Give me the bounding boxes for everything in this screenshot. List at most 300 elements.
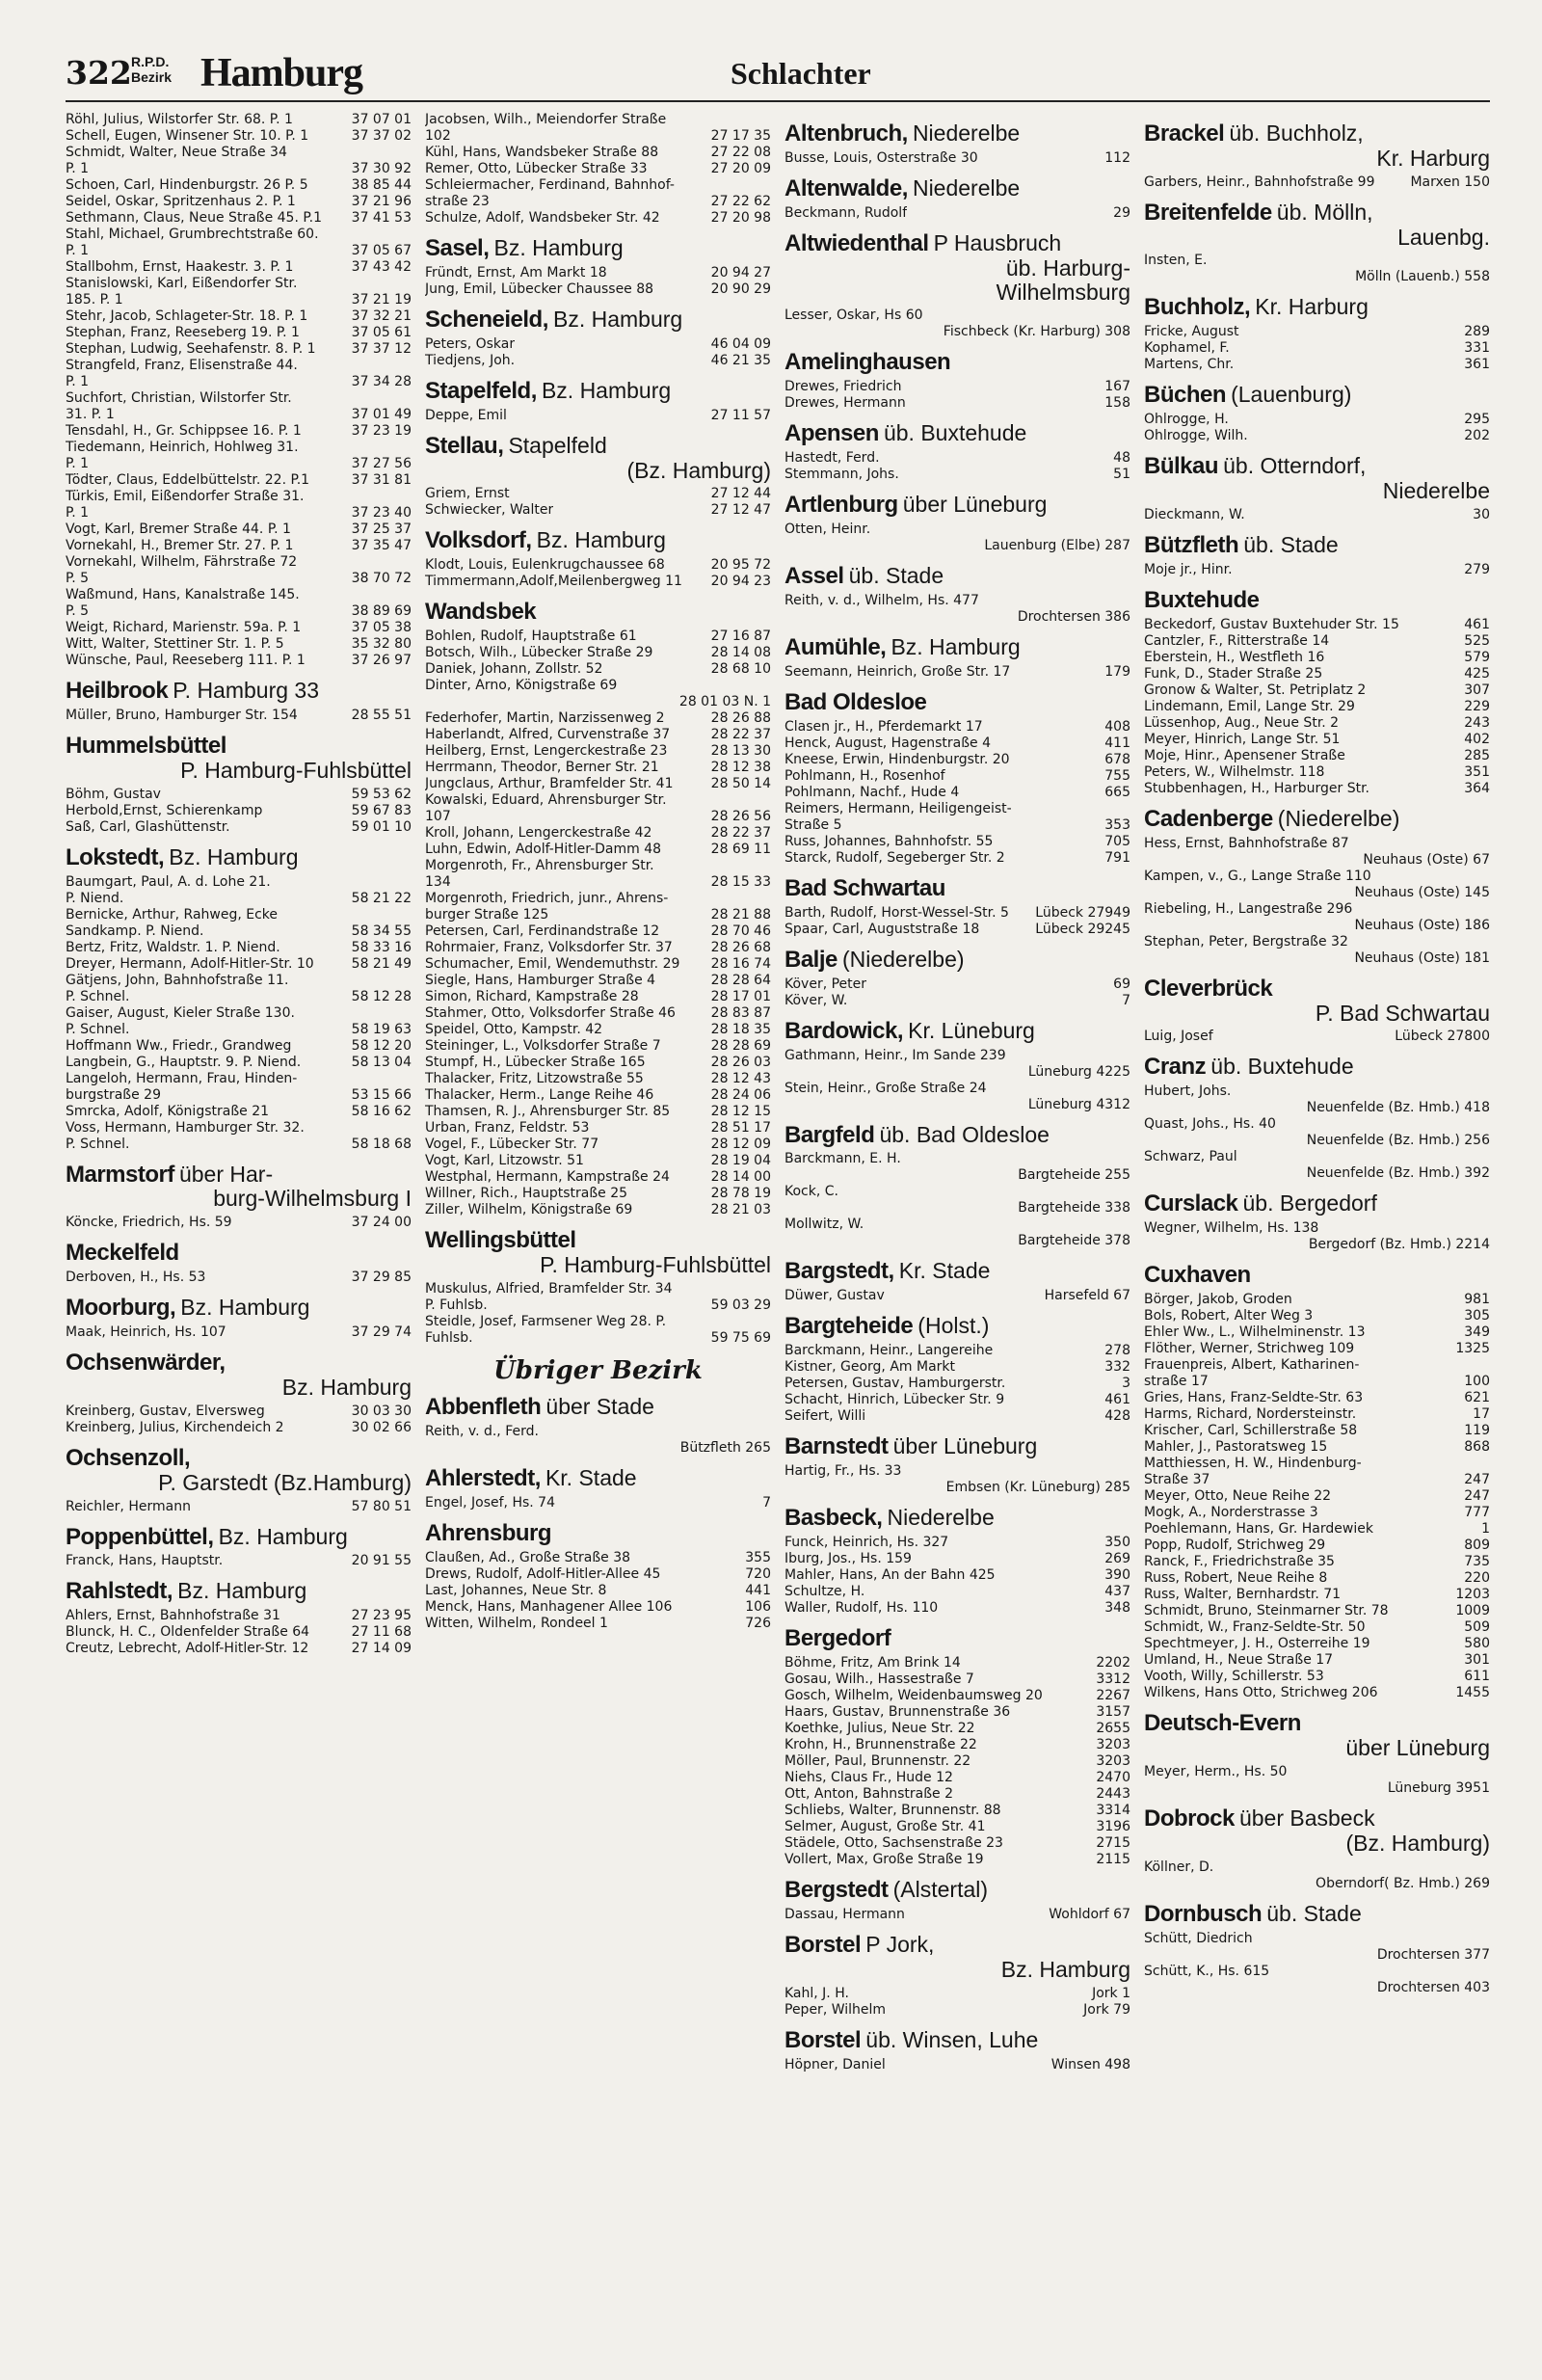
entry-name: Möller, Paul, Brunnenstr. 22	[784, 1752, 971, 1769]
entry-phone: 30 03 30	[351, 1403, 412, 1419]
entry-name: Tödter, Claus, Eddelbüttelstr. 22. P.1	[66, 472, 310, 488]
entry-row	[1144, 1669, 1490, 1685]
entry-row	[1144, 1029, 1490, 1045]
place-heading	[1144, 1806, 1490, 1856]
place-name: Bargfeld	[784, 1121, 875, 1148]
entry-phone: 1009	[1455, 1603, 1490, 1619]
entry-row	[1144, 1439, 1490, 1456]
entry-phone: 27 20 98	[710, 210, 771, 226]
entry-name: Kühl, Hans, Wandsbeker Straße 88	[425, 145, 659, 160]
list-item	[1144, 781, 1490, 797]
entry-name: Witten, Wilhelm, Rondeel 1	[425, 1615, 608, 1631]
list-item	[784, 834, 1130, 850]
entry-row	[784, 834, 1130, 850]
entry-phone: 579	[1464, 649, 1490, 665]
entry-phone: 7	[762, 1494, 771, 1511]
entry-name: Bohlen, Rudolf, Hauptstraße 61	[425, 628, 637, 645]
entry-phone: 58 21 49	[351, 955, 412, 972]
entry-name: Thalacker, Fritz, Litzowstraße 55	[425, 1071, 644, 1087]
entry-name: Spechtmeyer, J. H., Osterreihe 19	[1144, 1636, 1370, 1652]
entry-phone: 37 41 53	[351, 210, 412, 226]
place-name: Bardowick,	[784, 1017, 904, 1044]
place-postal-note: P. Hamburg 33	[173, 678, 320, 703]
list-item	[784, 1852, 1130, 1868]
entry-name: Ziller, Wilhelm, Königstraße 69	[425, 1202, 633, 1218]
entry-phone: 28 22 37	[710, 825, 771, 842]
entry-row	[66, 1608, 412, 1624]
entry-row	[66, 923, 412, 940]
entry-phone: 46 21 35	[710, 352, 771, 368]
entry-phone: Neuhaus (Oste) 145	[1354, 884, 1490, 900]
entry-row	[425, 1566, 771, 1583]
entry-phone: Neuenfelde (Bz. Hmb.) 418	[1306, 1100, 1490, 1116]
entry-phone: 53 15 66	[351, 1086, 412, 1103]
entry-phone: 37 31 81	[351, 472, 412, 488]
place-heading	[425, 1395, 771, 1420]
entry-phone: 735	[1464, 1554, 1490, 1570]
entry-phone: 27 11 68	[351, 1624, 412, 1641]
entry-name: Dreyer, Hermann, Adolf-Hitler-Str. 10	[66, 955, 314, 972]
entry-name: Haars, Gustav, Brunnenstraße 36	[784, 1703, 1011, 1720]
entry-name: Starck, Rudolf, Segeberger Str. 2	[784, 849, 1005, 866]
list-item	[784, 521, 1130, 554]
entry-name-cont: Sandkamp. P. Niend.	[66, 923, 204, 939]
entry-phone: 58 34 55	[351, 923, 412, 939]
list-item	[66, 259, 412, 276]
entry-name: Wilkens, Hans Otto, Strichweg 206	[1144, 1685, 1378, 1701]
entry-row	[425, 1137, 771, 1153]
entry-phone: 28 21 03	[710, 1202, 771, 1218]
entry-name: Schoen, Carl, Hindenburgstr. 26 P. 5	[66, 177, 308, 193]
entry-name: Last, Johannes, Neue Str. 8	[425, 1582, 607, 1598]
entry-name: Vollert, Max, Große Straße 19	[784, 1851, 984, 1867]
entry-name: Muskulus, Alfried, Bramfelder Str. 34	[425, 1281, 673, 1297]
place-postal-note: Bz. Hamburg	[177, 1578, 307, 1604]
entry-phone: 37 43 42	[351, 259, 412, 275]
entry-name: Seemann, Heinrich, Große Str. 17	[784, 663, 1011, 680]
entry-row	[66, 891, 412, 907]
place-postal-note: (Niederelbe)	[841, 946, 965, 972]
entry-row	[784, 1288, 1130, 1304]
entry-name: Gronow & Walter, St. Petriplatz 2	[1144, 682, 1367, 698]
place-name: Bad Oldesloe	[784, 688, 927, 715]
entry-name: Jung, Emil, Lübecker Chaussee 88	[425, 281, 654, 297]
entry-name: Strangfeld, Franz, Elisenstraße 44.	[66, 358, 298, 373]
list-item	[1144, 507, 1490, 523]
entry-row	[425, 1616, 771, 1632]
entry-phone: 408	[1104, 718, 1130, 735]
entry-phone: 35 32 80	[351, 636, 412, 652]
list-item	[425, 628, 771, 645]
place-postal-note: üb. Buchholz,	[1229, 120, 1364, 146]
entry-name: Waßmund, Hans, Kanalstraße 145.	[66, 587, 300, 602]
entry-name: Kreinberg, Julius, Kirchendeich 2	[66, 1419, 284, 1435]
entry-phone: 69	[1113, 976, 1130, 992]
list-item	[784, 922, 1130, 938]
entry-phone: 402	[1464, 731, 1490, 747]
entry-row	[784, 976, 1130, 993]
list-item	[425, 1566, 771, 1583]
entry-phone: 2655	[1096, 1720, 1130, 1736]
entry-row	[1144, 1374, 1490, 1390]
list-item	[66, 128, 412, 145]
entry-phone: 27 22 62	[710, 194, 771, 209]
list-item	[425, 353, 771, 369]
entry-phone: 364	[1464, 780, 1490, 796]
entry-phone: 247	[1464, 1488, 1490, 1505]
list-item	[784, 1217, 1130, 1249]
place-postal-note: Stapelfeld	[508, 432, 607, 458]
place-heading	[1144, 1055, 1490, 1080]
list-item	[1144, 1652, 1490, 1669]
place-name: Deutsch-Evern	[1144, 1710, 1301, 1737]
list-item	[1144, 324, 1490, 340]
entry-name: Schell, Eugen, Winsener Str. 10. P. 1	[66, 128, 309, 144]
entry-row	[425, 743, 771, 760]
place-postal-note: üb. Buxtehude	[883, 420, 1027, 446]
list-item	[66, 973, 412, 1005]
entry-phone: 705	[1104, 833, 1130, 849]
list-item	[425, 145, 771, 161]
list-item	[784, 1584, 1130, 1600]
entry-row	[66, 1624, 412, 1641]
entry-row	[1144, 562, 1490, 578]
entry-phone: 2202	[1096, 1654, 1130, 1671]
list-item	[784, 1671, 1130, 1688]
entry-phone: 46 04 09	[710, 335, 771, 352]
entry-row	[784, 1359, 1130, 1376]
entry-name: Botsch, Wilh., Lübecker Straße 29	[425, 645, 653, 661]
place-postal-note: Kr. Stade	[898, 1258, 991, 1284]
list-item	[1144, 562, 1490, 578]
place-postal-note-2: P. Hamburg-Fuhlsbüttel	[540, 1252, 771, 1278]
entry-row	[1144, 715, 1490, 732]
entry-phone: 361	[1464, 357, 1490, 373]
section-title: Schlachter	[731, 56, 871, 91]
entry-name: Beckmann, Rudolf	[784, 204, 908, 221]
entry-phone: 3203	[1096, 1736, 1130, 1752]
place-heading	[784, 1626, 1130, 1651]
entry-row	[66, 1038, 412, 1055]
list-item	[1144, 1685, 1490, 1701]
entry-row	[66, 407, 412, 423]
entry-name: Krohn, H., Brunnenstraße 22	[784, 1736, 977, 1752]
entry-phone: Bargteheide 255	[1018, 1167, 1130, 1184]
list-item	[66, 325, 412, 341]
place-postal-note: (Holst.)	[917, 1313, 990, 1339]
entry-phone: 307	[1464, 682, 1490, 698]
entry-row	[784, 1852, 1130, 1868]
list-item	[425, 1022, 771, 1038]
place-postal-note: über Basbeck	[1238, 1805, 1375, 1831]
entry-phone: 27 11 57	[710, 407, 771, 423]
entry-phone: 301	[1464, 1652, 1490, 1669]
entry-phone: 28 78 19	[710, 1186, 771, 1202]
district-abbreviation	[131, 54, 172, 85]
entry-row	[1144, 1488, 1490, 1505]
entry-name: Gries, Hans, Franz-Seldte-Str. 63	[1144, 1390, 1364, 1406]
entry-phone: 37 37 12	[351, 341, 412, 357]
entry-row	[425, 1169, 771, 1186]
entry-phone: 106	[745, 1598, 771, 1615]
entry-row	[425, 486, 771, 502]
list-item	[66, 1499, 412, 1515]
entry-phone: 247	[1464, 1472, 1490, 1488]
entry-row	[66, 636, 412, 653]
list-item	[1144, 1505, 1490, 1521]
place-postal-note: Bz. Hamburg	[552, 306, 683, 332]
entry-name-cont: burger Straße 125	[425, 907, 549, 923]
list-item	[1144, 1083, 1490, 1116]
entry-row	[66, 653, 412, 669]
place-heading	[1144, 454, 1490, 503]
entry-phone: 3312	[1096, 1671, 1130, 1687]
place-name: Sasel,	[425, 235, 490, 261]
list-item	[425, 1038, 771, 1055]
list-item	[66, 940, 412, 956]
district-heading: Übriger Bezirk	[493, 1356, 703, 1385]
entry-name: Wegner, Wilhelm, Hs. 138	[1144, 1220, 1319, 1237]
list-item	[784, 1288, 1130, 1304]
entry-phone: 37 30 92	[351, 161, 412, 176]
entry-row	[425, 194, 771, 210]
entry-row	[1144, 1636, 1490, 1652]
list-item	[784, 850, 1130, 867]
entry-name-cont: P. 1	[66, 243, 90, 258]
place-name: Büchen	[1144, 382, 1227, 409]
entry-phone: 348	[1104, 1600, 1130, 1617]
list-item	[784, 1392, 1130, 1408]
list-item	[66, 112, 412, 128]
entry-row	[425, 1202, 771, 1218]
entry-phone: Jork 1	[1092, 1985, 1130, 2001]
place-postal-note: (Lauenburg)	[1231, 382, 1352, 408]
entry-row	[425, 809, 771, 825]
entry-name: Mogk, A., Norderstrasse 3	[1144, 1505, 1318, 1521]
entry-name: Voss, Hermann, Hamburger Str. 32.	[66, 1119, 305, 1136]
page-number: 322	[66, 54, 132, 92]
entry-name: Remer, Otto, Lübecker Straße 33	[425, 161, 648, 176]
entry-name: Flöther, Werner, Strichweg 109	[1144, 1341, 1355, 1357]
entry-phone: 243	[1464, 714, 1490, 731]
entry-row	[425, 776, 771, 792]
entry-phone: 20 95 72	[710, 557, 771, 574]
list-item	[784, 1408, 1130, 1425]
entry-row	[784, 817, 1130, 834]
entry-name: Schwarz, Paul	[1144, 1149, 1237, 1165]
entry-phone: 279	[1464, 561, 1490, 577]
list-item	[66, 341, 412, 358]
list-item	[425, 486, 771, 502]
entry-name: Schütt, K., Hs. 615	[1144, 1963, 1270, 1979]
entry-name: Simon, Richard, Kampstraße 28	[425, 989, 639, 1005]
place-name: Bergedorf	[784, 1625, 891, 1652]
entry-row	[66, 1324, 412, 1341]
entry-row	[425, 1087, 771, 1104]
entry-phone: 37 01 49	[351, 407, 412, 422]
entry-phone: 28 26 03	[710, 1055, 771, 1071]
entry-phone: 59 67 83	[351, 802, 412, 818]
entry-name: Insten, E.	[1144, 253, 1208, 269]
list-item	[425, 1424, 771, 1457]
list-item	[784, 801, 1130, 834]
list-item	[1144, 764, 1490, 781]
entry-phone: Embsen (Kr. Lüneburg) 285	[945, 1480, 1130, 1496]
list-item	[425, 891, 771, 923]
place-postal-note-2: P. Hamburg-Fuhlsbüttel	[180, 757, 412, 783]
entry-phone: 37 23 19	[351, 423, 412, 439]
place-name: Rahlstedt,	[66, 1578, 173, 1605]
entry-phone: 289	[1464, 324, 1490, 340]
entry-name: Pohlmann, Nachf., Hude 4	[784, 784, 960, 800]
place-heading	[1144, 533, 1490, 558]
entry-name: Ahlers, Ernst, Bahnhofstraße 31	[66, 1608, 280, 1624]
column-1	[66, 112, 412, 2377]
entry-name: Cantzler, F., Ritterstraße 14	[1144, 632, 1330, 649]
place-name: Altwiedenthal	[784, 229, 929, 256]
entry-row	[66, 112, 412, 128]
list-item	[1144, 1292, 1490, 1308]
list-item	[425, 825, 771, 842]
entry-row	[1144, 1619, 1490, 1636]
entry-row	[425, 265, 771, 281]
entry-name: Popp, Rudolf, Strichweg 29	[1144, 1538, 1326, 1554]
entry-phone: Mölln (Lauenb.) 558	[1355, 269, 1490, 285]
entry-row	[784, 922, 1130, 938]
entry-name: Frauenpreis, Albert, Katharinen-	[1144, 1357, 1360, 1374]
list-item	[425, 336, 771, 353]
entry-name: Vooth, Willy, Schillerstr. 53	[1144, 1669, 1324, 1685]
entry-name: Smrcka, Adolf, Königstraße 21	[66, 1103, 270, 1119]
list-item	[425, 1616, 771, 1632]
entry-row	[1144, 1521, 1490, 1538]
place-postal-note-2: Kr. Harburg	[1376, 145, 1490, 171]
place-postal-note-2: P. Bad Schwartau	[1315, 1000, 1490, 1026]
entry-name: Mollwitz, W.	[784, 1217, 864, 1233]
entry-name: Tiedjens, Joh.	[425, 352, 516, 368]
place-postal-note: üb. Mölln,	[1276, 199, 1373, 225]
list-item	[784, 2057, 1130, 2073]
entry-row	[784, 785, 1130, 801]
entry-name-cont: 102	[425, 128, 451, 144]
entry-name: Peters, Oskar	[425, 335, 516, 352]
entry-name: Börger, Jakob, Groden	[1144, 1292, 1292, 1308]
entry-name: Hess, Ernst, Bahnhofstraße 87	[1144, 835, 1349, 851]
entry-name: Kroll, Johann, Lengerckestraße 42	[425, 825, 652, 842]
entry-name: Blunck, H. C., Oldenfelder Straße 64	[66, 1624, 310, 1641]
list-item	[425, 792, 771, 825]
place-heading	[784, 350, 1130, 375]
list-item	[1144, 666, 1490, 682]
entry-name-cont: P. 1	[66, 456, 90, 471]
entry-row	[66, 1270, 412, 1286]
entry-phone: 30	[1473, 507, 1490, 523]
list-item	[784, 752, 1130, 768]
list-item	[1144, 1669, 1490, 1685]
place-postal-note: Bz. Hamburg	[169, 843, 299, 869]
list-item	[425, 727, 771, 743]
place-heading	[66, 1579, 412, 1604]
entry-phone: 37 35 47	[351, 538, 412, 553]
abbr-top: R.P.D.	[131, 54, 170, 69]
list-item	[66, 145, 412, 177]
entry-name: Drewes, Friedrich	[784, 379, 902, 395]
entry-row	[784, 1770, 1130, 1786]
entry-name: Schmidt, Walter, Neue Straße 34	[66, 145, 287, 160]
list-item	[425, 1186, 771, 1202]
entry-row	[66, 708, 412, 724]
entry-row	[784, 850, 1130, 867]
entry-row	[1144, 1603, 1490, 1619]
place-postal-note-2: burg-Wilhelmsburg I	[213, 1186, 412, 1212]
entry-row	[425, 1038, 771, 1055]
entry-phone: 57 80 51	[351, 1498, 412, 1514]
entry-row	[425, 727, 771, 743]
entry-phone: 332	[1104, 1359, 1130, 1376]
entry-name-cont: P. 5	[66, 571, 90, 586]
entry-row	[1144, 748, 1490, 764]
entry-name: Funck, Heinrich, Hs. 327	[784, 1535, 949, 1551]
entry-phone: 425	[1464, 665, 1490, 682]
entry-name-cont: P. 1	[66, 505, 90, 521]
entry-name: Timmermann,Adolf,Meilenbergweg 11	[425, 574, 682, 590]
entry-name: Meyer, Herm., Hs. 50	[1144, 1763, 1288, 1779]
list-item	[784, 1986, 1130, 2002]
place-heading	[1144, 1263, 1490, 1288]
list-item	[1144, 869, 1490, 901]
place-postal-note-2: Bz. Hamburg	[281, 1375, 412, 1400]
place-name: Aumühle,	[784, 634, 887, 660]
list-item	[1144, 1423, 1490, 1439]
entry-name: Wünsche, Paul, Reeseberg 111. P. 1	[66, 653, 306, 668]
list-item	[1144, 174, 1490, 191]
place-name: Ahrensburg	[425, 1519, 552, 1546]
entry-phone: 37 27 56	[351, 456, 412, 471]
entry-phone: 28 18 35	[710, 1022, 771, 1038]
entry-phone: 437	[1104, 1584, 1130, 1600]
entry-row	[1144, 666, 1490, 682]
entry-row	[784, 1907, 1130, 1923]
entry-row	[1144, 507, 1490, 523]
entry-phone: 58 12 28	[351, 988, 412, 1004]
entry-row	[1144, 1587, 1490, 1603]
entry-phone: 621	[1464, 1390, 1490, 1406]
entry-phone: 20 94 23	[710, 574, 771, 590]
entry-phone: Oberndorf( Bz. Hmb.) 269	[1316, 1875, 1490, 1891]
entry-name: Röhl, Julius, Wilstorfer Str. 68. P. 1	[66, 112, 293, 127]
entry-row	[66, 243, 412, 259]
entry-phone: 38 89 69	[351, 603, 412, 619]
entry-name: Speidel, Otto, Kampstr. 42	[425, 1022, 603, 1038]
list-item	[784, 1753, 1130, 1770]
list-item	[784, 1704, 1130, 1721]
entry-row	[66, 940, 412, 956]
entry-phone: Lüneburg 3951	[1387, 1779, 1490, 1796]
entry-name: Mahler, Hans, An der Bahn 425	[784, 1567, 996, 1584]
entry-row	[66, 521, 412, 538]
list-item	[425, 210, 771, 227]
column-2	[425, 112, 771, 2377]
entry-phone: 28 55 51	[351, 707, 412, 723]
entry-row	[425, 1071, 771, 1087]
entry-row	[425, 973, 771, 989]
entry-name-cont: 185. P. 1	[66, 292, 123, 308]
entry-name: Fricke, August	[1144, 324, 1239, 340]
entry-name: Morgenroth, Fr., Ahrensburger Str.	[425, 858, 654, 874]
list-item	[425, 574, 771, 590]
list-item	[1144, 1964, 1490, 1996]
entry-phone: 441	[745, 1582, 771, 1598]
